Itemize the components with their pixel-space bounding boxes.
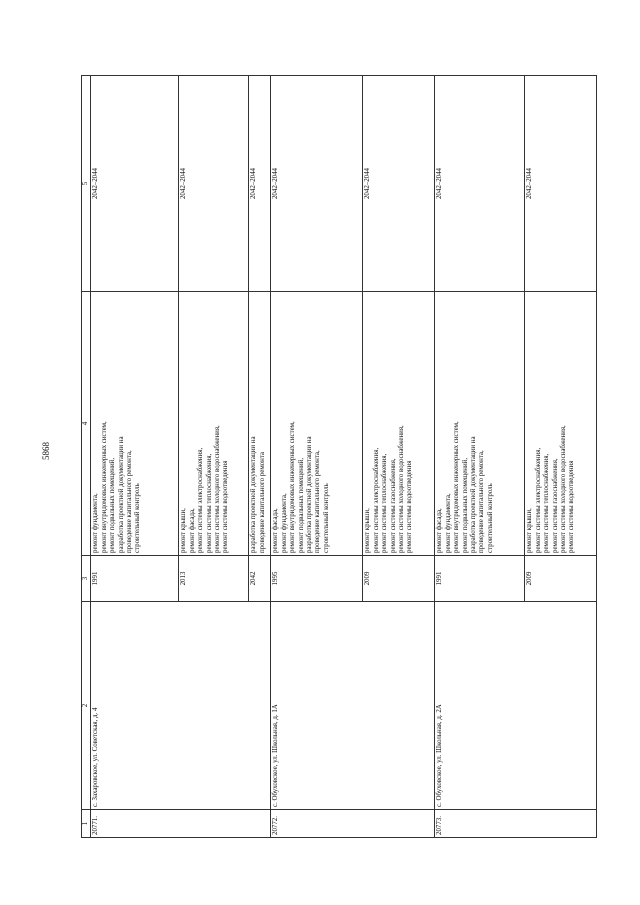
work-line: проведение капитального ремонта xyxy=(258,452,266,553)
work-line: ремонт крыши, xyxy=(364,508,372,553)
table-row xyxy=(271,76,363,838)
work-line: ремонт системы теплоснабжения, xyxy=(381,453,389,553)
header-cell-3: 3 xyxy=(82,556,91,602)
entry-works xyxy=(91,292,179,556)
entry-term: 2042–2044 xyxy=(363,76,435,292)
entry-term: 2042–2044 xyxy=(271,76,363,292)
entry-address: с. Захаровское, ул. Советская, д. 4 xyxy=(91,602,271,810)
entry-works xyxy=(435,292,525,556)
work-line: ремонт фасада, xyxy=(188,508,196,553)
entry-year: 1991 xyxy=(435,556,525,602)
work-line: разработка проектной документации на xyxy=(306,436,314,553)
entry-year: 2009 xyxy=(363,556,435,602)
table-row xyxy=(91,76,179,838)
work-line: ремонт внутридомовых инженерных систем, xyxy=(100,421,108,553)
entry-works xyxy=(363,292,435,556)
work-line: ремонт системы холодного водоснабжения, xyxy=(398,425,406,553)
work-line: проведение капитального ремонта, xyxy=(478,450,486,553)
header-cell-1: 1 xyxy=(82,810,91,838)
work-line: ремонт фундамента, xyxy=(280,493,288,553)
entry-works xyxy=(271,292,363,556)
page-number: 5868 xyxy=(41,442,51,460)
table-row xyxy=(435,76,525,838)
work-line: разработка проектной документации на xyxy=(470,436,478,553)
entry-address: с. Обуховское, ул. Школьная, д. 2А xyxy=(435,602,597,810)
work-line: проведение капитального ремонта, xyxy=(314,450,322,553)
work-line: ремонт подвальных помещений, xyxy=(461,457,469,553)
work-line: строительный контроль xyxy=(322,483,330,553)
entry-year: 1995 xyxy=(271,556,363,602)
work-line: ремонт системы электроснабжения, xyxy=(372,447,380,553)
entry-year: 1991 xyxy=(91,556,179,602)
work-line: ремонт системы газоснабжения, xyxy=(551,458,559,553)
work-line: ремонт системы электроснабжения, xyxy=(534,447,542,553)
work-line: строительный контроль xyxy=(134,483,142,553)
work-line: ремонт фасада, xyxy=(436,508,444,553)
work-line: ремонт системы электроснабжения, xyxy=(197,447,205,553)
entry-works xyxy=(525,292,597,556)
work-line: строительный контроль xyxy=(486,483,494,553)
header-cell-5: 5 xyxy=(82,76,91,292)
entry-year: 2013 xyxy=(179,556,249,602)
header-cell-4: 4 xyxy=(82,292,91,556)
work-line: ремонт крыши, xyxy=(180,508,188,553)
rotated-table-wrapper xyxy=(81,76,584,838)
entry-term: 2042–2044 xyxy=(435,76,525,292)
work-line: ремонт подвальных помещений, xyxy=(297,457,305,553)
entry-number: 20773. xyxy=(435,810,597,838)
work-line: ремонт системы водоотведения xyxy=(568,460,576,553)
work-line: ремонт системы холодного водоснабжения, xyxy=(560,425,568,553)
work-line: ремонт внутридомовых инженерных систем, xyxy=(453,421,461,553)
work-line: ремонт крыши, xyxy=(526,508,534,553)
work-line: ремонт системы газоснабжения, xyxy=(389,458,397,553)
entry-works xyxy=(249,292,271,556)
header-row xyxy=(82,76,91,838)
entry-term: 2042–2044 xyxy=(91,76,179,292)
entry-year: 2009 xyxy=(525,556,597,602)
work-line: ремонт системы теплоснабжения, xyxy=(205,453,213,553)
entry-term: 2042–2044 xyxy=(249,76,271,292)
entry-year: 2042 xyxy=(249,556,271,602)
work-line: ремонт системы водоотведения xyxy=(222,460,230,553)
capital-repair-table xyxy=(81,75,597,838)
entry-number: 20772. xyxy=(271,810,435,838)
work-line: ремонт фасада, xyxy=(272,508,280,553)
entry-address: с. Обуховское, ул. Школьная, д. 1А xyxy=(271,602,435,810)
work-line: ремонт системы теплоснабжения, xyxy=(543,453,551,553)
entry-number: 20771. xyxy=(91,810,271,838)
work-line: проведение капитального ремонта, xyxy=(126,450,134,553)
entry-works xyxy=(179,292,249,556)
work-line: ремонт фундамента, xyxy=(444,493,452,553)
work-line: разработка проектной документации на xyxy=(117,436,125,553)
work-line: ремонт системы водоотведения xyxy=(406,460,414,553)
work-line: ремонт внутридомовых инженерных систем, xyxy=(289,421,297,553)
work-line: ремонт системы холодного водоснабжения, xyxy=(214,425,222,553)
entry-term: 2042–2044 xyxy=(179,76,249,292)
work-line: ремонт фундамента, xyxy=(92,493,100,553)
work-line: разработка проектной документации на xyxy=(250,436,258,553)
header-cell-2: 2 xyxy=(82,602,91,810)
entry-term: 2042–2044 xyxy=(525,76,597,292)
work-line: ремонт подвальных помещений, xyxy=(109,457,117,553)
